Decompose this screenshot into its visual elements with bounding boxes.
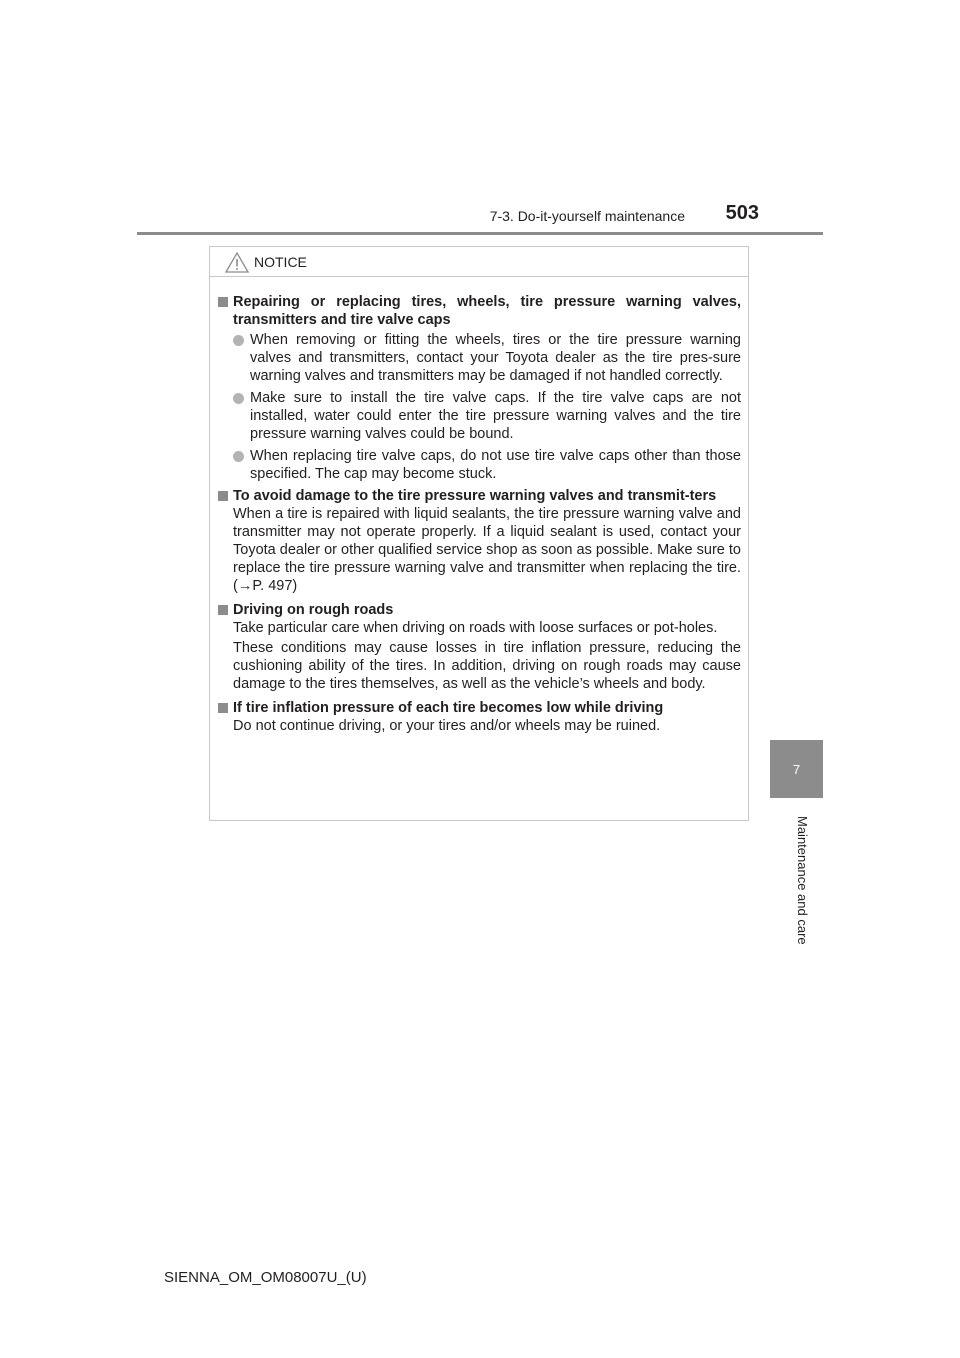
section-heading: Repairing or replacing tires, wheels, tire pressure warning valves, transmitters and tire valve caps [217, 293, 741, 329]
header-rule [137, 232, 823, 235]
section-text: Do not continue driving, or your tires and/or wheels may be ruined. [233, 718, 661, 734]
document-code: SIENNA_OM_OM08007U_(U) [164, 1269, 367, 1286]
bullet-item: Make sure to install the tire valve caps. If the tire valve caps are not installed, water could enter the tire pressure warning valves and the tire pressure warning valves could be bound. [217, 389, 741, 443]
section-text: These conditions may cause losses in tire inflation pressure, reducing the cushioning ability of the tires. In addition, driving on rough roads may cause damage to the tires themselves, as well as the vehicle’s wheels and body. [233, 640, 741, 692]
square-bullet-icon [218, 605, 228, 615]
circle-bullet-icon [233, 393, 244, 404]
notice-body [210, 277, 748, 735]
section-heading: Driving on rough roads [217, 601, 741, 619]
chapter-label: Maintenance and care [795, 815, 810, 945]
notice-header [210, 247, 748, 277]
section-heading: To avoid damage to the tire pressure warning valves and transmit-ters [217, 487, 741, 505]
bullet-item: When removing or fitting the wheels, tires or the tire pressure warning valves and transmitters, contact your Toyota dealer as the tire pres-sure warning valves and transmitters may be damaged if not handled correctly. [217, 331, 741, 385]
section-text: When a tire is repaired with liquid sealants, the tire pressure warning valve and transmitter may not operate properly. If a liquid sealant is used, contact your Toyota dealer or other qualified service shop as soon as possible. Make sure to replace the tire pressure warning valve and transmitter when replacing the tire. (→P. 497) [233, 506, 741, 594]
chapter-tab [770, 740, 823, 798]
section-heading: If tire inflation pressure of each tire becomes low while driving [217, 699, 741, 717]
square-bullet-icon [218, 491, 228, 501]
notice-title: NOTICE [254, 254, 307, 270]
section-text: Take particular care when driving on roads with loose surfaces or pot-holes. [233, 620, 718, 636]
circle-bullet-icon [233, 335, 244, 346]
circle-bullet-icon [233, 451, 244, 462]
page-header [137, 200, 823, 236]
page-number: 503 [725, 202, 759, 224]
square-bullet-icon [218, 703, 228, 713]
chapter-number: 7 [792, 761, 801, 777]
notice-box [209, 246, 749, 821]
section-title: 7-3. Do-it-yourself maintenance [489, 208, 685, 224]
warning-triangle-icon [225, 252, 249, 273]
square-bullet-icon [218, 297, 228, 307]
bullet-item: When replacing tire valve caps, do not use tire valve caps other than those specified. The cap may become stuck. [217, 447, 741, 483]
